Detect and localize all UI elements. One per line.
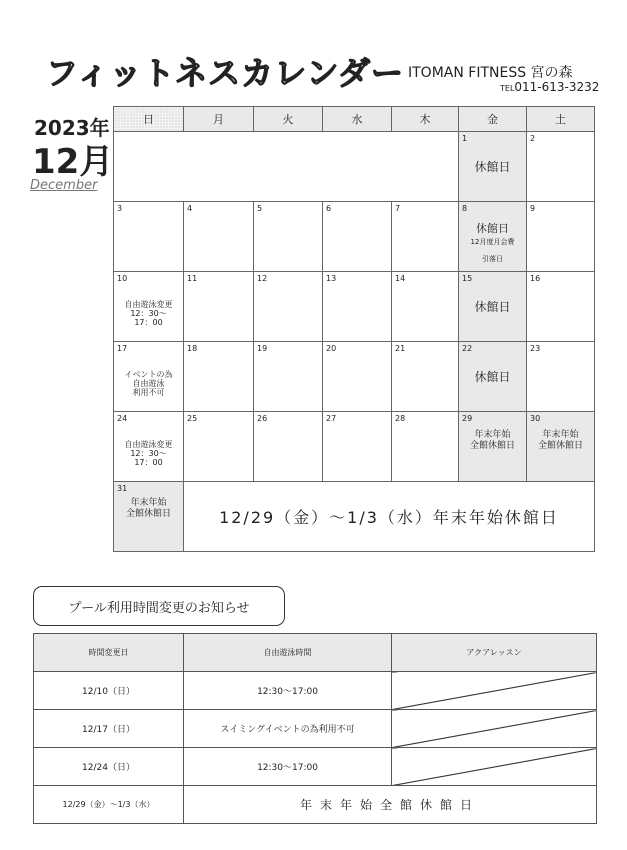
day-cell-15 bbox=[459, 272, 527, 342]
day-number: 2 bbox=[530, 134, 536, 143]
day-number: 14 bbox=[395, 274, 406, 283]
day-cell-3 bbox=[114, 202, 184, 272]
closed-day-label: 休館日 bbox=[474, 300, 511, 314]
day-number: 22 bbox=[462, 344, 473, 353]
day-cell-22 bbox=[459, 342, 527, 412]
gym-name: ITOMAN FITNESS 宮の森 bbox=[408, 65, 573, 81]
day-number: 27 bbox=[326, 414, 337, 423]
row-aqua-lesson-none bbox=[392, 748, 597, 786]
weekday-saturday: 土 bbox=[527, 107, 595, 132]
day-number: 20 bbox=[326, 344, 337, 353]
day-cell-28 bbox=[392, 412, 459, 482]
day-number: 3 bbox=[117, 204, 123, 213]
swim-change-line1: 自由遊泳変更 bbox=[124, 300, 173, 309]
pool-schedule-table bbox=[33, 633, 597, 824]
day-cell-8 bbox=[459, 202, 527, 272]
table-row bbox=[34, 748, 597, 786]
day-number: 17 bbox=[117, 344, 128, 353]
phone-number bbox=[500, 80, 599, 94]
week-row-4 bbox=[114, 342, 595, 412]
table-row bbox=[34, 786, 597, 824]
newyear-line2: 全館休館日 bbox=[537, 441, 583, 451]
day-cell-14 bbox=[392, 272, 459, 342]
row-date: 12/24（日） bbox=[34, 748, 184, 786]
event-line2: 自由遊泳 bbox=[132, 379, 165, 388]
row-free-swim: 12:30～17:00 bbox=[184, 748, 392, 786]
newyear-closure-note bbox=[114, 498, 183, 520]
row-date: 12/10（日） bbox=[34, 672, 184, 710]
day-number: 21 bbox=[395, 344, 406, 353]
day-number: 7 bbox=[395, 204, 401, 213]
day-number: 10 bbox=[117, 274, 128, 283]
swim-change-note bbox=[114, 300, 183, 327]
event-note bbox=[114, 370, 183, 397]
calendar-grid bbox=[113, 106, 595, 552]
tel-prefix: TEL bbox=[500, 84, 515, 93]
weekday-friday: 金 bbox=[459, 107, 527, 132]
day-number: 28 bbox=[395, 414, 406, 423]
day-cell-11 bbox=[184, 272, 254, 342]
day-number: 18 bbox=[187, 344, 198, 353]
tel-number: 011-613-3232 bbox=[514, 80, 600, 94]
day-cell-19 bbox=[254, 342, 323, 412]
day-cell-24 bbox=[114, 412, 184, 482]
week-row-2 bbox=[114, 202, 595, 272]
day-cell-30 bbox=[527, 412, 595, 482]
day-cell-26 bbox=[254, 412, 323, 482]
day-cell-17 bbox=[114, 342, 184, 412]
day-number: 8 bbox=[462, 204, 468, 213]
day-cell-12 bbox=[254, 272, 323, 342]
day-number: 31 bbox=[117, 484, 128, 493]
day-cell-23 bbox=[527, 342, 595, 412]
day-number: 23 bbox=[530, 344, 541, 353]
day-number: 29 bbox=[462, 414, 473, 423]
day-cell-25 bbox=[184, 412, 254, 482]
weekday-monday: 月 bbox=[184, 107, 254, 132]
header-change-date: 時間変更日 bbox=[34, 634, 184, 672]
day-cell-6 bbox=[323, 202, 392, 272]
header-free-swim: 自由遊泳時間 bbox=[184, 634, 392, 672]
row-date: 12/29（金）～1/3（水） bbox=[34, 786, 184, 824]
day-cell-20 bbox=[323, 342, 392, 412]
weekday-thursday: 木 bbox=[392, 107, 459, 132]
day-cell-5 bbox=[254, 202, 323, 272]
calendar-month: 12月 bbox=[32, 142, 114, 182]
day-number: 9 bbox=[530, 204, 536, 213]
day-cell-21 bbox=[392, 342, 459, 412]
day-number: 15 bbox=[462, 274, 473, 283]
newyear-line2: 全館休館日 bbox=[125, 509, 171, 519]
closed-day-label: 休館日 bbox=[474, 370, 511, 384]
newyear-closure-range: 12/29（金）～1/3（水）年末年始休館日 bbox=[184, 482, 595, 552]
day-cell-1 bbox=[459, 132, 527, 202]
closed-day-label: 休館日 bbox=[476, 222, 509, 235]
table-row bbox=[34, 672, 597, 710]
day-number: 19 bbox=[257, 344, 268, 353]
day-number: 25 bbox=[187, 414, 198, 423]
day-number: 24 bbox=[117, 414, 128, 423]
swim-change-line2: 12：30～ bbox=[130, 449, 167, 458]
pool-notice-heading: プール利用時間変更のお知らせ bbox=[33, 586, 285, 626]
day-number: 13 bbox=[326, 274, 337, 283]
swim-change-line3: 17：00 bbox=[134, 458, 163, 467]
weekday-sunday: 日 bbox=[114, 107, 184, 132]
day-cell-13 bbox=[323, 272, 392, 342]
day-cell-31 bbox=[114, 482, 184, 552]
row-aqua-lesson-none bbox=[392, 672, 597, 710]
day-cell-16 bbox=[527, 272, 595, 342]
newyear-line1: 年末年始 bbox=[542, 430, 579, 440]
day-number: 12 bbox=[257, 274, 268, 283]
day-number: 5 bbox=[257, 204, 263, 213]
event-line1: イベントの為 bbox=[124, 370, 173, 379]
day-number: 11 bbox=[187, 274, 198, 283]
day-cell-10 bbox=[114, 272, 184, 342]
day-number: 1 bbox=[462, 134, 468, 143]
week-row-1 bbox=[114, 132, 595, 202]
weekday-header-row bbox=[114, 107, 595, 132]
newyear-line1: 年末年始 bbox=[130, 498, 167, 508]
empty-days bbox=[114, 132, 459, 202]
event-line3: 利用不可 bbox=[132, 388, 165, 397]
swim-change-note bbox=[114, 440, 183, 467]
swim-change-line1: 自由遊泳変更 bbox=[124, 440, 173, 449]
newyear-closure-note bbox=[459, 430, 526, 452]
week-row-3 bbox=[114, 272, 595, 342]
fee-debit-sublabel: 引落日 bbox=[482, 255, 503, 263]
header-aqua-lesson: アクアレッスン bbox=[392, 634, 597, 672]
newyear-closure-note bbox=[527, 430, 594, 452]
week-row-5 bbox=[114, 412, 595, 482]
newyear-line2: 全館休館日 bbox=[469, 441, 515, 451]
weekday-wednesday: 水 bbox=[323, 107, 392, 132]
row-free-swim: スイミングイベントの為利用不可 bbox=[184, 710, 392, 748]
closed-day-label: 休館日 bbox=[474, 160, 511, 174]
day-cell-7 bbox=[392, 202, 459, 272]
day-cell-2 bbox=[527, 132, 595, 202]
weekday-tuesday: 火 bbox=[254, 107, 323, 132]
day-number: 6 bbox=[326, 204, 332, 213]
day-cell-4 bbox=[184, 202, 254, 272]
day-cell-29 bbox=[459, 412, 527, 482]
day-cell-18 bbox=[184, 342, 254, 412]
fee-debit-label: 12月度月会費 bbox=[470, 238, 515, 246]
day-number: 30 bbox=[530, 414, 541, 423]
pool-table-header bbox=[34, 634, 597, 672]
swim-change-line2: 12：30～ bbox=[130, 309, 167, 318]
day-cell-9 bbox=[527, 202, 595, 272]
day-cell-27 bbox=[323, 412, 392, 482]
row-closure-text: 年末年始全館休館日 bbox=[184, 786, 597, 824]
table-row bbox=[34, 710, 597, 748]
week-row-6 bbox=[114, 482, 595, 552]
swim-change-line3: 17：00 bbox=[134, 318, 163, 327]
day-number: 16 bbox=[530, 274, 541, 283]
row-aqua-lesson-none bbox=[392, 710, 597, 748]
row-date: 12/17（日） bbox=[34, 710, 184, 748]
day-number: 4 bbox=[187, 204, 193, 213]
calendar-month-english: December bbox=[30, 178, 98, 193]
day-number: 26 bbox=[257, 414, 268, 423]
newyear-line1: 年末年始 bbox=[474, 430, 511, 440]
page-title: フィットネスカレンダー bbox=[46, 54, 405, 92]
row-free-swim: 12:30～17:00 bbox=[184, 672, 392, 710]
calendar-year: 2023年 bbox=[34, 116, 110, 140]
